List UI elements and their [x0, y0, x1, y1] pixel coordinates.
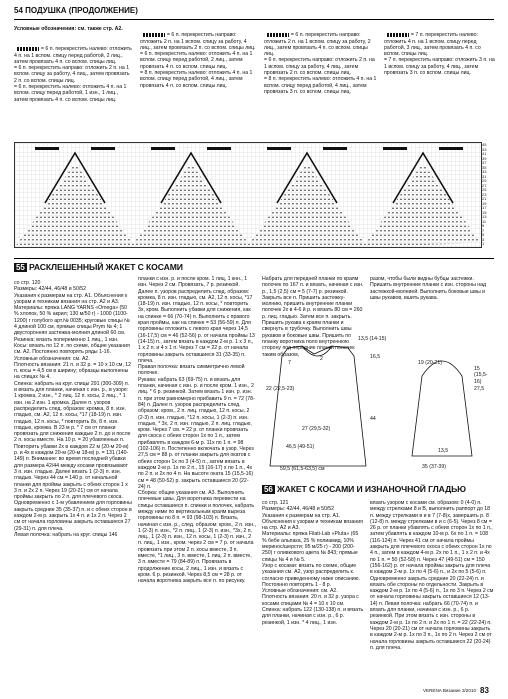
footer-magazine: VERENA Вязание 3/2010	[422, 688, 476, 693]
row-number: 41	[482, 151, 487, 156]
row-number: 37	[482, 160, 487, 165]
legend-col-3-text: = 6 п. перекрестить направо: отложить 2 п. на 1 вспом. спицу за работу, 2 лиц., затем провязать 4 п. со вспом. спицы лиц. = 6 п. перекрестить направо: отложить 2 п. на 1 вспом. спицу за работу, 4 лиц., затем провязать 2 п. со вспом. спицы лиц. = 8 п. перекрестить налево: отложить 4 п. на 1 вспом. спицу перед работой, 4 лиц., затем провязать 3 п. со вспом. спицы лиц.	[264, 32, 377, 95]
section-55-col-1: со стр. 120 Размеры: 42/44, 46/48 и 50/52 Указания к размерам на стр. А1. Объяснения к узорам и техникам вязания на стр. А2 и А3. Материалы: пряжа LANG YARNS «Omega» (50 % хлопок, 50 % акрил; 130 м/50 г) - 1000 (1100-1200) г голубого арт.№ 0035; круговые спицы № 4 длиной 100 см, прямые спицы Prym № 4; 1 двусторонняя застежка-молния длиной 60 см. Резинка: вязать попеременно 1 лиц., 1 изн. Косы: вязать по 12 п. по схеме, общие указания см. А2. Постоянно повторять ряды 1-16. Условные обозначения: см. А2. Плотность вязания: 21 п. и 32 р. = 10 х 10 см, 12 п. косы = 4,5 см в ширину; образцы выполнены на спицах № 4. Спинка: набрать на круг. спицы 291 (300-309) п. и вязать для планки, начиная с изн. р., в узоре: 1 кромка, 2 изн., * 2 лиц. 12 п. косы, 2 лиц., * 1 изн. на 2 изн. 1 кромка. Далее п. узоров распределить след. образом: кромка, 8 п. изн. гладью, см. А2, 12 п. косы, *17 (18-19) п. изн. гладью, 12 п. косы, * повторить 8х, 8 п. изн. гладью, кромка. В 23 м р. * 7 см от планки провязать для снижения каждые 2 п. до и после 2 п. косы вместе. На 10 р. = 20 убавленных п. Повторить убавки 2х в каждом 22 м (20-м 20-м) р. и 4х в каждом 20-м (20-м 18-м) р. = 131 (140-149) п. Внимание: во время последней убавки для размера 42/44 между косами провязывают 3 п. изн. гладью. Далее вязать 1 (2-3) п. изн. гладью. Через 44 см = 140 р. от начальной планки для проймы закрыть с обеих сторон 1 х 3 п. и 2х 2 п. Через 19 (20-21) см от начала проймы закрыть по 2 п. для плечевого скоса. Одновременно с 1-м убавлением для горловины закрыть средние 35 (35-37) п. и с обеих сторон в каждом 2-м р. закрыть 1х 4 п. и 1х 2 п. Через 2 см от начала горловины закрыть оставшиеся 27 (29-31) п. для плеча. Левая полочка: набрать на круг. спицы 146	[14, 280, 132, 538]
row-number: 35	[482, 164, 487, 170]
section-55-col-3-top: Набрать для передней планки по краям полочек по 167 п. и вязать, начиная с изн. р., 1,5 (2,5) см = 5 (7-7) р. резинкой. Закрыть все п. Пришить застежку-молнию, пришить внутренние планки полочек 2х в 4-6 й р. и вязать 80 см = 260 р. лиц. гладью. Затем все п. закрыть. Пришить рукава к краям планки и свернуть в трубочку. Выполнить швы рукавов и боковые швы. Пришить по планку воротника поло внутреннюю сторону под передние планки полочек таким образом,	[262, 276, 365, 358]
schema-label: 27,5	[474, 386, 485, 392]
section-56-number: 56	[264, 485, 273, 494]
row-number: 17	[482, 205, 487, 210]
section-rule	[14, 258, 494, 259]
row-number: 7	[482, 227, 485, 233]
running-head	[14, 6, 138, 15]
garment-schema	[262, 326, 494, 476]
row-number: 9	[482, 223, 485, 228]
row-number: 5	[482, 232, 485, 237]
schema-label: 44	[370, 416, 376, 422]
cable-symbol-icon	[143, 33, 165, 37]
section-55-col-4-top: разом, чтобы были видны бубцы застежки. Пришить внутренние планки с изн. стороны над застежкой-молнией. Выполнить боковые швы и швы рукавов, вшить рукава.	[370, 276, 488, 301]
row-number: 33	[482, 169, 487, 174]
row-number: 1	[482, 241, 485, 246]
legend-col-4-text: = 7 п. перекрестить налево: отложить 4 п. на 1 вспом. спицу перед работой, 3 лиц., затем провязать 4 п. со вспом. спицы лиц. = 7 п. перекрестить направо: отложить 3 п. на 1 вспом. спицу за работу, 4 лиц., затем провязать 3 п. со вспом. спицы лиц.	[384, 32, 495, 77]
row-number: 3	[482, 236, 485, 242]
section-55-number: 55	[16, 263, 25, 272]
knitting-chart-pattern	[15, 143, 481, 247]
schema-label: 13,5	[438, 448, 449, 454]
schema-label: 59,5 (61,5-63,5) см	[280, 466, 325, 472]
section-56-heading	[262, 484, 494, 494]
garment-schema-drawing	[262, 326, 494, 476]
section-55-title: РАСКЛЕШЕННЫЙ ЖАКЕТ С КОСАМИ	[29, 262, 183, 272]
chart-row-numbers	[482, 142, 500, 246]
schema-label: 7	[288, 360, 291, 366]
row-number: 25	[482, 187, 487, 192]
legend-col-2	[140, 26, 258, 89]
section-56-title: ЖАКЕТ С КОСАМИ И ИЗНАНОЧНОЙ ГЛАДЬЮ	[277, 484, 466, 494]
row-number: 39	[482, 155, 487, 161]
row-number: 13	[482, 214, 487, 219]
row-number: 43	[482, 146, 487, 152]
section-56-col-4: вязать узором с косами см. образом: 0 (4-0) п. между стрелками 8 и В, выполнить раппорт до 18 п. между стрелками в и в 7 (7-8)х, завершить р. 8 (12-8) п. между стрелками в и с (6-5). Через 8 см = 26 р. от планки убавлять с обеих сторон 1х по 1 п., затем убавлять в каждом 10-м р. 6х по 1 п. = 108 (116-124) п. Через 41 см от начала проймы закрыть для плечевого скоса с обеих сторон 1х по 4 п., затем в каждом 4-м р. 2х по 1 п., 1 х 2 п. и 4х по 1 п. = 50 (52-58) п. Через 47 (49-51) см = 150 (156-162) р. от начала проймы закрыть для плеча в каждом 2-м р. 1х по 4 (5-6) п., и 2х по 5 (5-6) п. Одновременно закрыть средние 20 (22-24) п. и вязать обе стороны по отдельности. Закрыть в каждом 2-м р. 1х по 4 (5-6) п., 1х по 3 п. Через 2 см от начала горловины закрыть оставшиеся 12 (13-14) п. Левая полочка: набрать 66 (70-74) п. и вязать для планки, начиная с изн. р., 6 р. резинкой. При этом вязать с изн. стороны в каждом 2-м р. 1х по 2 п. и 2х по 1 п. = 22 (22-24) п. Через 20 (20-21) см от начала горловины закрыть в каждом 2-м р. 1х по 3 п., 1х по 2 п. Через 2 см от начала горловины закрыть оставшиеся 22 (20-24) п. для плеча.	[370, 500, 495, 651]
section-55-col-2: планки с изн. р. и после кром. 1 лиц, 1 кнн., 1 изн. Через 2 см. Провязать, 7 р. резинкой. Далее п. узоров распределить след. образом: кромка, 8 п. изн. гладью, см. А2, 12 п. косы, *17 (18-19) п. изн. гладью, 12 п. косы, * повторить 3х, кром. Выполнить убавки для снижения, как на спинке = 66 (70-74) п. Выполнить с правого края проймы, как на спинке = 53 (56-59) п. Для горловины отложить с левого края через 14,5 (16-17,5) см = 46 (52-56) р. от начала проймы 13 (14-15) п., затем вязать в каждом 2-м р. 1 х 3 п., 1 х 2 п. и 4 х 1 п. Через 7 см = 22 р. от начала горловины закрыть оставшиеся 31 (33-35) п. плеча. Правая полочка: вязать симметрично левой полочке. Рукава: набрать 63 (69-75) п. и вязать для планки, начиная с изн. р. и после кром. 1 изн., 2 лиц. * 6 р. резинкой. Затем вязать 1 изн. р. изн. п. при этом равномерно прибавить 9 п. = 72 (78-84) п. Далее п. узоров распределить след. образом: кром., 2 п. лиц. гладью, 12 п. косы, 2 (2-3) п. изн. гладью, *12 п. косы, 1 (2-3) п. изн. гладью, * 3х, 2 п. изн. гладью, 2 п. лиц. гладью, кром. Через 7 см. = 22 р. от планки провязать для скоса с обеих сторон 1х по 1 п., затем прибавлять в каждом 6-м р. 11х по 1 п. = 98 (102-106) п. Постепенно включать в узор. Через 27,5 см = 88 р. от планки закрыть для окатов с обеих сторон 1х по 3 (4-5) п., затем вязать в каждом 2-м р. 1х по 2 п., 15 (16-17) х по 1 п., 4х по 2 п. и 2х по 4 п. На высоте оката 15 (15,5-16) см = 48 (50-52) р. закрыть оставшиеся 20 (22-24) п. Сборка: общие указания см. А3. Выполнить плечевые швы. Для воротника перевести на спицы оставшиеся п. спинки и полочек, набрать между ними по вертикальным краям выреза горловины по 8 п. = 93 (98-103) п. Вязать, начиная с изн. р., след. образом: кром., 2 п. изн., 1 (2-3) п. изн., *2 п. лиц., 1 (2-3) п. изн., *3х, 2 п. лиц., 1 (2-3) п. изн., 12 п. косы, 1 (2-3) п. изн., 2 п. лиц., 1 изн., кром. через 2 см = 7 р. от начала провязать при этом 2 п. косы вместе, 3 п. вместе, *1 лиц., 3 п. вместе, 1 лиц. 2 п. вместе, 3 п. вместе = 79 (84-89) п. Провязать в продолжение косы, 2 лиц., 1 изн. и вязать с кром. 6 р. резинкой. Через 8,5 см = 28 р. от начала воротника закрыть все п. по рисунку.	[138, 276, 256, 585]
row-number: 27	[482, 182, 487, 188]
section-55-heading	[14, 262, 183, 272]
cable-symbol-icon	[267, 33, 289, 37]
cable-symbol-icon	[387, 33, 409, 37]
legend-col-1	[14, 40, 132, 103]
cable-symbol-icon	[17, 47, 39, 51]
legend-col-1-text: = 6 п. перекрестить налево: отложить 4 п. на 1 вспом. спицу перед работой, 2 лиц., затем провязать 4 п. со вспом. спицы лиц. = 6 п. перекрестить направо: отложить 2 п. на 1 вспом. спицу за работу, 4 лиц., затем провязать 2 п. со вспом. спицы лиц. = 6 п. перекрестить налево: отложить 4 п. на 1 вспом. спицу перед работой, 1 изн., 1 лиц., затем провязать 4 п. со вспом. спицы лиц.	[14, 46, 132, 103]
row-number: 23	[482, 191, 487, 197]
schema-label: 27 (29,5-32)	[302, 426, 331, 432]
legend-col-2-text: = 6 п. перекрестить направо: отложить 2 п. на 1 вспом. спицу за работу, 4 лиц., затем провязать 2 п. со вспом. спицы лиц. = 6 п. перекрестить налево: отложить 4 п. на 1 вспом. спицу перед работой, 2 лиц., затем провязать 4 п. со вспом. спицы лиц. = 8 п. перекрестить налево: отложить 4 п. на 1 вспом. спицу перед работой, 4 лиц., затем провязать 4 п. со вспом. спицы лиц.	[140, 32, 256, 89]
page-number: 83	[480, 686, 489, 695]
row-number: 21	[482, 196, 487, 201]
head-rule	[14, 19, 494, 20]
row-number: 31	[482, 173, 487, 179]
legend-col-4	[384, 26, 496, 76]
section-56-col-3: со стр. 121 Размеры: 42/44, 46/48 и 50/52 Указания к размерам на стр. А1. Объяснения к узорам и техникам вязания на стр. А2 и А3. Материалы: пряжа Filati-Lab «Pluta» (65 % бебе альпака, 25 % полиамид, 10% меринос/шерсти; 95 м/25 г) - 200 (200-250) г оливкового цвета № 843; прямые спицы № 4 и № 5. Узор с косами: вязать по схеме, общие указания см. А2, узор распределить к. согласно приведенному ниже описанию. Постоянно повторять 1 - 8 р. Условные обозначения: см. А2. Плотность вязания: 20 п. и 32 р. узора с косами спицами № 4 = 10 х 10 см. Спинка: набрать 122 (130-138) п. и вязать для планки, начиная с изн. р., 6 р. резинкой, 1 изн. * 4 лиц., 1 изн.	[262, 500, 364, 626]
schema-label: 35 (37-39)	[422, 464, 446, 470]
schema-label: 13,5 (14-15)	[358, 336, 387, 342]
schema-label: 16,5	[370, 354, 381, 360]
running-head-title: ПОДУШКА (ПРОДОЛЖЕНИЕ)	[25, 6, 138, 15]
legend-intro: Условные обозначения: см. также стр. А2.	[14, 26, 123, 32]
row-number: 15	[482, 209, 487, 215]
running-head-page: 54	[14, 6, 23, 15]
schema-label: 2	[320, 356, 323, 362]
row-number: 45	[482, 142, 487, 147]
row-number: 29	[482, 178, 487, 183]
schema-label: 19 (20-21)	[418, 360, 442, 366]
schema-label: 22 (22,5-23)	[266, 386, 295, 392]
schema-label: 46,5 (49-51)	[286, 444, 315, 450]
schema-label: 15 (15,5-16)	[474, 366, 488, 385]
row-number: 19	[482, 200, 487, 206]
row-number: 11	[482, 218, 487, 224]
legend-col-3	[264, 26, 378, 95]
